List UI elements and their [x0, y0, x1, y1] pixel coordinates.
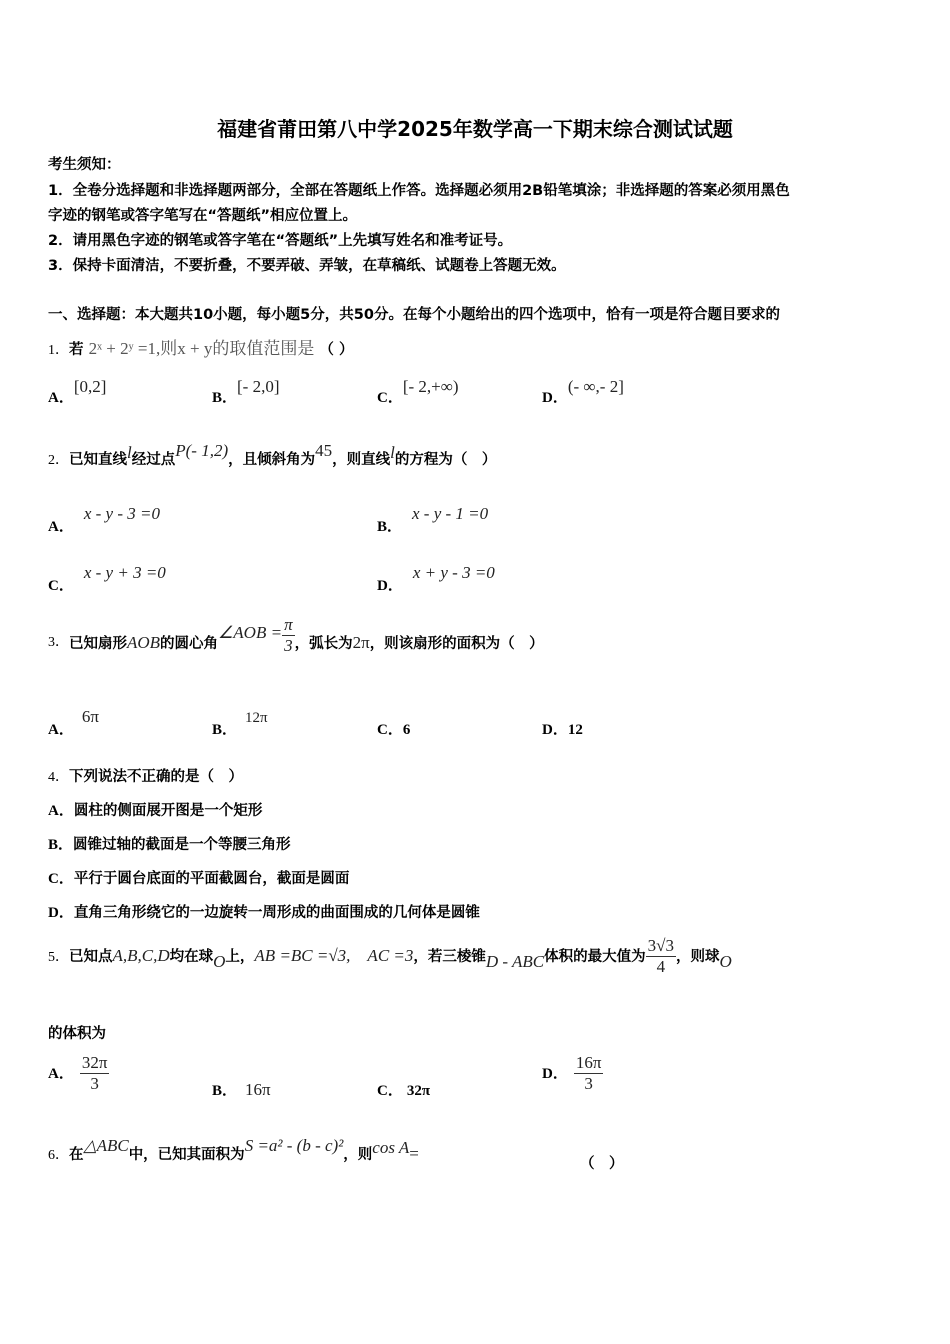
question-number: 4． — [48, 770, 69, 785]
option-value: [0,2] — [73, 377, 107, 396]
option-value: x - y - 1 =0 — [412, 504, 489, 523]
option-d — [542, 718, 583, 739]
math-expression: AOB — [127, 633, 161, 652]
question-2 — [48, 441, 497, 469]
fraction-denominator: 3 — [284, 636, 293, 655]
option-d — [542, 1053, 603, 1094]
fraction-numerator: 32π — [81, 1053, 108, 1072]
option-value: x + y - 3 =0 — [412, 563, 495, 582]
option-c — [377, 718, 410, 739]
option-value: 16π — [245, 1080, 271, 1099]
option-label: D． — [377, 578, 403, 594]
math-expression: △ABC — [83, 1136, 129, 1155]
option-d — [48, 901, 480, 922]
option-fraction — [574, 1053, 604, 1094]
question-text: 已知扇形 — [69, 636, 127, 652]
option-label: B． — [212, 390, 238, 406]
option-label: B． — [212, 1083, 238, 1099]
fraction-numerator: 3√3 — [647, 936, 674, 955]
option-label: D． — [542, 722, 568, 738]
notice-item: 2．请用黑色字迹的钢笔或答字笔在“答题纸”上先填写姓名和准考证号。 — [48, 233, 513, 249]
question-text: 在 — [69, 1147, 84, 1163]
notice-item: 1．全卷分选择题和非选择题两部分，全部在答题纸上作答。选择题必须用2B铅笔填涂；非选择题的答案必须用黑色 — [48, 183, 790, 199]
option-label: C． — [48, 871, 74, 887]
option-value: x - y + 3 =0 — [83, 563, 166, 582]
question-text: 若 — [69, 342, 84, 358]
math-expression: ∠AOB = — [218, 623, 283, 642]
question-text: 的方程为（ ） — [394, 452, 497, 468]
option-b — [377, 503, 489, 535]
option-value: 32π — [406, 1083, 431, 1099]
option-label: C． — [377, 390, 403, 406]
option-c — [48, 562, 166, 594]
math-expression: 2π — [352, 633, 370, 652]
math-expression: O — [719, 952, 732, 971]
question-number: 6． — [48, 1148, 69, 1163]
option-c — [377, 1079, 430, 1100]
option-value: [- 2,+∞) — [402, 377, 459, 396]
option-label: A． — [48, 803, 74, 819]
option-value: [- 2,0] — [237, 377, 280, 396]
option-a — [48, 799, 262, 820]
question-text: ，则 — [343, 1147, 373, 1163]
question-text: ，若三棱锥 — [413, 949, 486, 965]
option-label: D． — [542, 390, 568, 406]
notice-heading: 考生须知： — [48, 157, 121, 173]
equals-sign: = — [409, 1144, 419, 1163]
option-value: 12 — [567, 722, 583, 738]
math-expression: l — [390, 443, 395, 462]
fraction-denominator: 3 — [90, 1074, 99, 1093]
option-value: 12π — [245, 710, 268, 726]
question-text: 已知直线 — [69, 452, 127, 468]
option-label: A． — [48, 1066, 74, 1082]
option-b — [212, 706, 268, 738]
math-expression: l — [127, 443, 132, 462]
option-a — [48, 503, 160, 535]
question-text: 的圆心角 — [160, 636, 219, 652]
option-value: 圆锥过轴的截面是一个等腰三角形 — [73, 837, 291, 853]
option-value: (- ∞,- 2] — [567, 377, 624, 396]
question-text: 下列说法不正确的是（ ） — [69, 769, 243, 785]
option-value: 平行于圆台底面的平面截圆台，截面是圆面 — [73, 871, 350, 887]
answer-paren: （ ） — [319, 342, 354, 358]
option-a — [48, 706, 99, 738]
question-5-cont: 的体积为 — [48, 1026, 106, 1042]
question-number: 1． — [48, 343, 69, 358]
math-expression: O — [213, 952, 226, 971]
math-expression: P(- 1,2) — [175, 441, 229, 460]
option-label: A． — [48, 722, 74, 738]
question-text: 均在球 — [169, 949, 214, 965]
math-expression: AB =BC =√3, AC =3 — [254, 946, 414, 965]
option-a — [48, 377, 107, 407]
option-value: 6 — [402, 722, 411, 738]
option-d — [542, 377, 624, 407]
question-text: ，且倾斜角为 — [228, 452, 316, 468]
angle-fraction — [282, 615, 295, 656]
option-d — [377, 562, 495, 594]
question-text: ，则直线 — [332, 452, 391, 468]
option-label: A． — [48, 390, 74, 406]
option-value: 6π — [81, 707, 99, 726]
question-text: 经过点 — [131, 452, 176, 468]
option-label: C． — [48, 578, 74, 594]
option-label: B． — [212, 722, 238, 738]
notice-item: 字迹的钢笔或答字笔写在“答题纸”相应位置上。 — [48, 208, 358, 224]
option-a — [48, 1053, 109, 1094]
math-expression: D - ABC — [485, 952, 545, 971]
option-label: B． — [377, 519, 403, 535]
fraction-denominator: 4 — [656, 957, 666, 976]
fraction-numerator: 16π — [575, 1053, 602, 1072]
notice-item: 3．保持卡面清洁，不要折叠，不要弄破、弄皱，在草稿纸、试题卷上答题无效。 — [48, 258, 566, 274]
math-expression: A,B,C,D — [112, 946, 170, 965]
question-number: 5． — [48, 950, 69, 965]
question-1 — [48, 334, 353, 359]
volume-fraction — [646, 936, 676, 977]
answer-paren: （ ） — [580, 1156, 624, 1172]
option-value: 直角三角形绕它的一边旋转一周形成的曲面围成的几何体是圆锥 — [73, 905, 480, 921]
question-4 — [48, 765, 243, 786]
section-heading: 一、选择题：本大题共10小题，每小题5分，共50分。在每个小题给出的四个选项中，恰有一项是符合题目要求的 — [48, 307, 780, 323]
option-value: x - y - 3 =0 — [83, 504, 160, 523]
option-label: C． — [377, 1083, 403, 1099]
question-number: 3． — [48, 635, 69, 650]
page-title: 福建省莆田第八中学2025年数学高一下期末综合测试试题 — [217, 117, 733, 141]
question-text: 已知点 — [69, 949, 113, 965]
option-label: A． — [48, 519, 74, 535]
option-label: D． — [542, 1066, 568, 1082]
math-expression: 45 — [315, 441, 333, 460]
question-3 — [48, 615, 544, 664]
fraction-numerator: π — [284, 615, 293, 634]
option-b — [48, 833, 291, 854]
question-6 — [48, 1136, 419, 1164]
option-value: 圆柱的侧面展开图是一个矩形 — [73, 803, 263, 819]
question-number: 2． — [48, 453, 69, 468]
option-b — [212, 377, 280, 407]
question-text: ，则该扇形的面积为（ ） — [369, 636, 544, 652]
question-text: 体积的最大值为 — [544, 949, 646, 965]
question-text: 上， — [225, 949, 255, 965]
question-text: ，则球 — [675, 949, 720, 965]
option-c — [377, 377, 459, 407]
math-expression: S =a² - (b - c)² — [244, 1136, 344, 1155]
math-expression: cos A — [372, 1138, 410, 1157]
fraction-denominator: 3 — [584, 1074, 593, 1093]
option-b — [212, 1079, 271, 1100]
option-label: D． — [48, 905, 74, 921]
math-expression: 2ˣ + 2ʸ =1,则x + y的取值范围是 — [88, 339, 315, 358]
option-c — [48, 867, 349, 888]
option-fraction — [80, 1053, 110, 1094]
option-label: C． — [377, 722, 403, 738]
question-5 — [48, 936, 732, 977]
option-label: B． — [48, 837, 74, 853]
question-text: 中，已知其面积为 — [128, 1147, 245, 1163]
question-text: ，弧长为 — [294, 636, 353, 652]
